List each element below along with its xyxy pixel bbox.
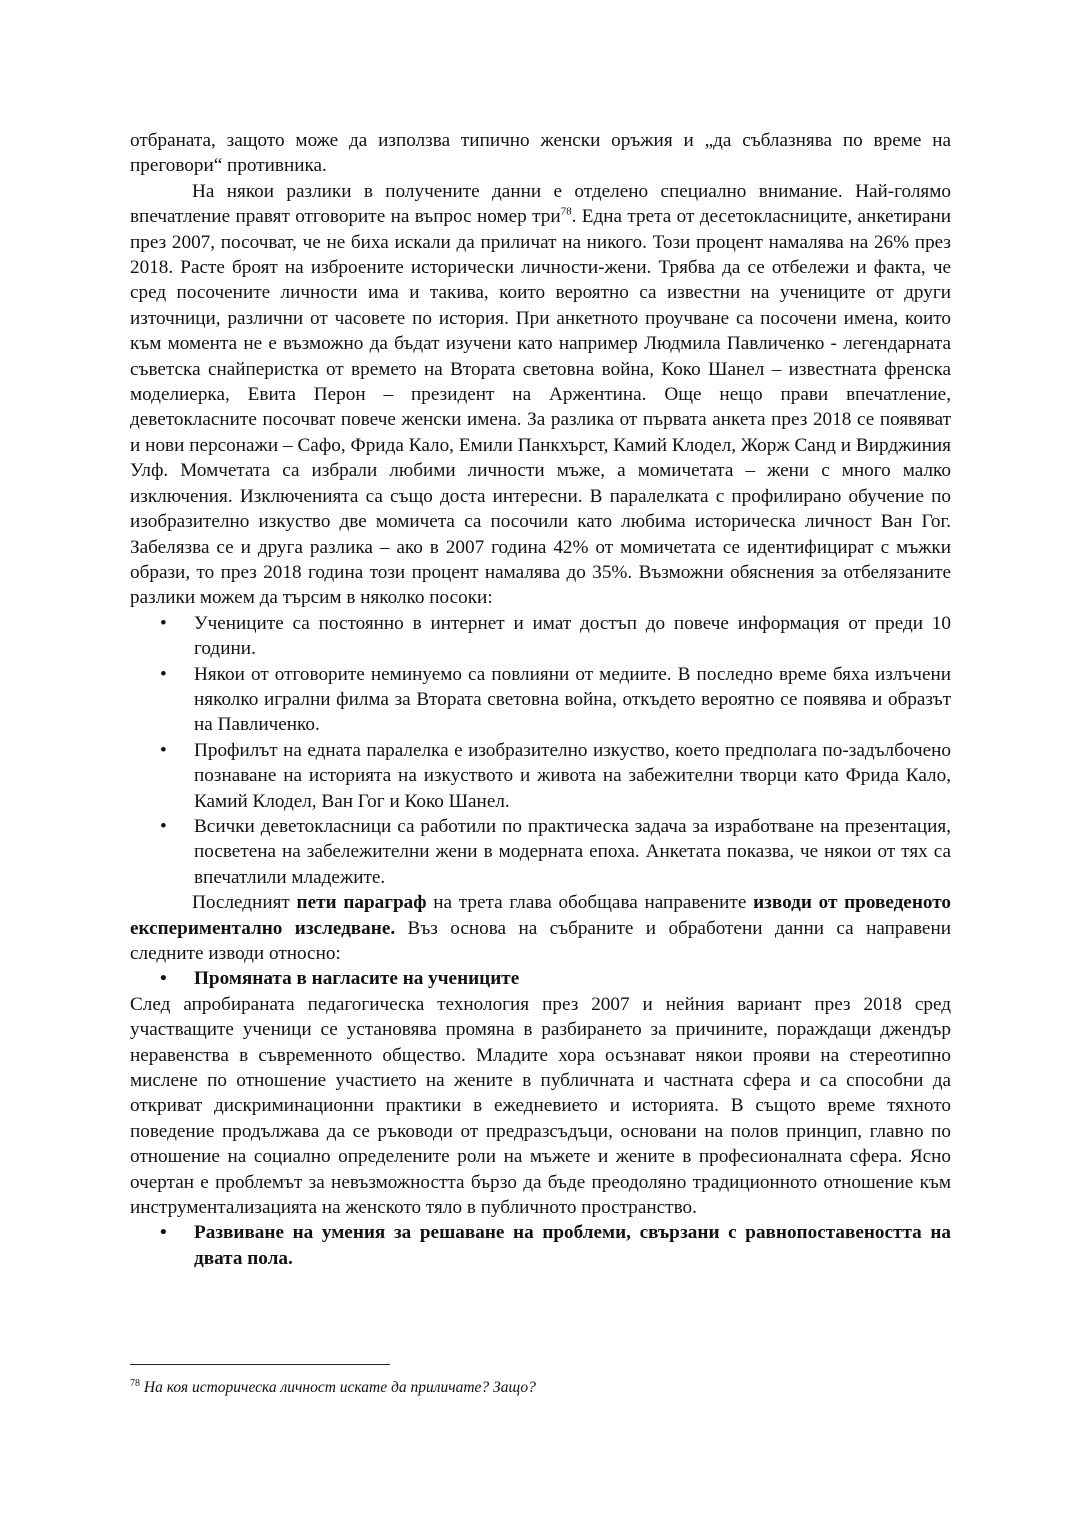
footnote-text: На коя историческа личност искате да приличате? Защо? — [143, 1379, 536, 1396]
list-item: • Всички деветокласници са работили по практическа задача за изработване на презентация, посветена на забележителни жени в модерната епоха. Анкетата показва, че някои от тях са впечатлили младежите. — [130, 814, 951, 890]
conclusions-text-mid: на трета глава обобщава направените — [426, 892, 754, 914]
paragraph-differences-rest: . Една трета от десетокласниците, анкетирани през 2007, посочват, че не биха искали да приличат на никого. Този процент намалява на 26% през 2018. Расте броят на изброените исторически личности-жени. Трябва да се отбележи и факта, че сред посочените личности има и такива, които вероятно са известни на учениците от други източници, различни от часовете по история. При анкетното проучване са посочени имена, които към момента не е възможно да бъдат изучени като например Людмила Павличенко - легендарната съветска снайперистка от времето на Втората световна война, Коко Шанел – известната френска моделиерка, Евита Перон – президент на Аржентина. Още нещо прави впечатление, деветокласните посочват повече женски имена. За разлика от първата анкета през 2018 се появяват и нови персонажи – Сафо, Фрида Кало, Емили Панкхърст, Камий Клодел, Жорж Санд и Вирджиния Улф. Момчетата са избрали любими личности мъже, а момичетата – жени с много малко изключения. Изключенията са също доста интересни. В паралелката с профилирано обучение по изобразително изкуство две момичета са посочили като любима историческа личност Ван Гог. Забелязва се и друга разлика – ако в 2007 година 42% от момичетата се идентифицират с мъжки образи, то през 2018 година този процент намалява до 35%. Възможни обяснения за отбелязаните разлики можем да търсим в няколко посоки: — [130, 206, 951, 609]
paragraph-differences-start: На някои разлики в получените данни е отделено специално внимание. Най-голямо впечатление правят отговорите на въпрос номер три — [130, 180, 951, 228]
paragraph-differences — [130, 179, 951, 611]
paragraph-attitudes: След апробираната педагогическа технология през 2007 и нейния вариант през 2018 сред участващите ученици се установява промяна в разбирането за причините, пораждащи джендър неравенства в съвременното общество. Младите хора осъзнават някои прояви на стереотипно мислене по отношение участието на жените в публичната и частната сфера и са способни да откриват дискриминационни практики в ежедневието и историята. В същото време тяхното поведение продължава да се ръководи от предразсъдъци, основани на полов принцип, главно по отношение на социално определените роли на мъжете и жените в професионалната сфера. Ясно очертан е проблемът за невъзможността бързо да бъде преодоляно традиционното отношение към инструментализацията на женското тяло в публичното пространство. — [130, 993, 951, 1219]
conclusions-list-second — [130, 1220, 951, 1271]
conclusion-heading-skills: • Развиване на умения за решаване на проблеми, свързани с равнопоставеността на двата пола. — [130, 1220, 951, 1271]
conclusions-bold-paragraph: пети параграф — [296, 892, 427, 914]
conclusions-list-first — [130, 966, 951, 991]
reasons-list — [130, 611, 951, 890]
footnote-mark: 78 — [130, 1377, 140, 1389]
list-item: • Някои от отговорите неминуемо са повлияни от медиите. В последно време бяха излъчени няколко игрални филма за Втората световна война, откъдето вероятно се появява и образът на Павличенко. — [130, 662, 951, 738]
page-body — [130, 128, 951, 1271]
conclusion-heading-attitudes: • Промяната в нагласите на учениците — [130, 966, 951, 991]
conclusions-text-end: Въз основа на събраните и обработени данни са направени следните изводи относно: — [130, 917, 951, 964]
conclusions-text-start: Последният — [192, 892, 297, 914]
footnote — [130, 1378, 951, 1398]
conclusions-bold-findings: изводи от проведеното експериментално изследване. — [130, 892, 951, 939]
list-item: • Учениците са постоянно в интернет и имат достъп до повече информация от преди 10 години. — [130, 611, 951, 662]
paragraph-intro: отбраната, защото може да използва типично женски оръжия и „да съблазнява по време на преговори“ противника. — [130, 130, 951, 177]
footnote-reference[interactable]: 78 — [560, 205, 572, 218]
footnote-divider — [130, 1364, 390, 1365]
list-item: • Профилът на едната паралелка е изобразително изкуство, което предполага по-задълбочено познаване на историята на изкуството и живота на забежителни творци като Фрида Кало, Камий Клодел, Ван Гог и Коко Шанел. — [130, 738, 951, 814]
paragraph-conclusions — [130, 890, 951, 966]
